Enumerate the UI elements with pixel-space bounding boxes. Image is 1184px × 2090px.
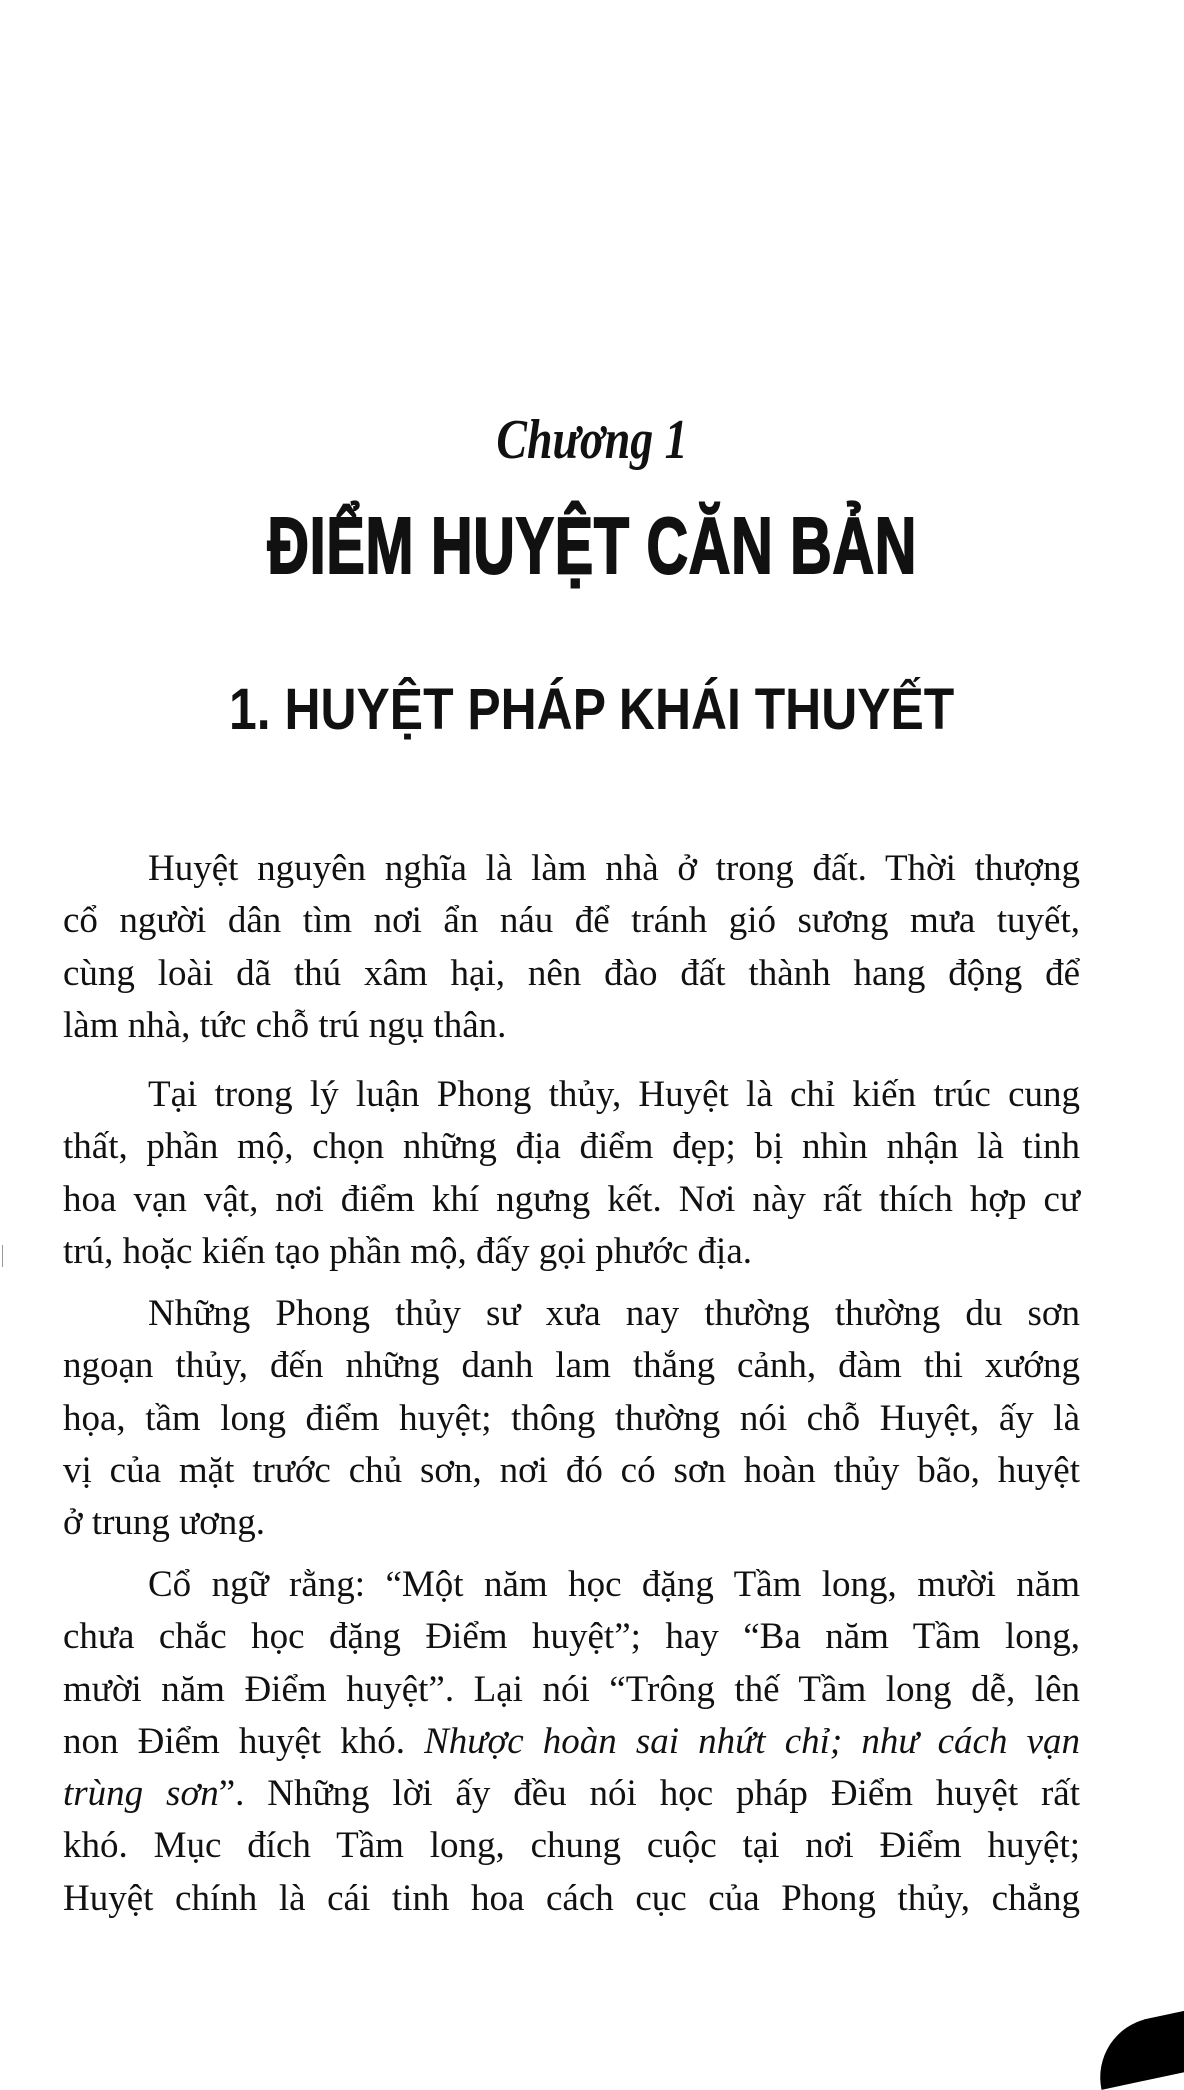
section-heading-text: 1. HUYỆT PHÁP KHÁI THUYẾT bbox=[229, 677, 955, 742]
text-line: họa, tầm long điểm huyệt; thông thường nói chỗ Huyệt, ấy là bbox=[63, 1397, 1080, 1439]
text-line: trú, hoặc kiến tạo phần mộ, đấy gọi phước địa. bbox=[63, 1230, 752, 1272]
paragraph-2 bbox=[63, 1069, 1080, 1278]
text-line: cùng loài dã thú xâm hại, nên đào đất thành hang động để bbox=[63, 952, 1080, 994]
text-line: khó. Mục đích Tầm long, chung cuộc tại nơi Điểm huyệt; bbox=[63, 1825, 1080, 1867]
page-corner-shadow bbox=[1089, 2006, 1184, 2090]
text-segment: non Điểm huyệt khó. bbox=[63, 1720, 425, 1762]
paragraph-4 bbox=[63, 1559, 1080, 1925]
paragraph-3 bbox=[63, 1288, 1080, 1549]
text-line: Huyệt chính là cái tinh hoa cách cục của Phong thủy, chẳng bbox=[63, 1877, 1080, 1919]
scan-mark bbox=[2, 1245, 11, 1267]
text-line: ở trung ương. bbox=[63, 1502, 266, 1544]
text-line-mixed bbox=[63, 1768, 1080, 1820]
text-line: Huyệt nguyên nghĩa là làm nhà ở trong đất. Thời thượng bbox=[148, 848, 1080, 889]
text-segment: ”. Những lời ấy đều nói học pháp Điểm huyệt rất bbox=[218, 1773, 1081, 1815]
text-line: cổ người dân tìm nơi ẩn náu để tránh gió sương mưa tuyết, bbox=[63, 900, 1080, 942]
section-heading bbox=[0, 676, 1184, 743]
text-line: làm nhà, tức chỗ trú ngụ thân. bbox=[63, 1004, 507, 1046]
italic-segment: trùng sơn bbox=[63, 1773, 219, 1815]
text-line: thất, phần mộ, chọn những địa điểm đẹp; bị nhìn nhận là tinh bbox=[63, 1126, 1080, 1168]
text-line: ngoạn thủy, đến những danh lam thắng cảnh, đàm thi xướng bbox=[63, 1345, 1080, 1387]
text-line-mixed bbox=[63, 1716, 1080, 1768]
italic-segment: Nhược hoàn sai nhứt chỉ; như cách vạn bbox=[424, 1720, 1080, 1762]
text-line: Tại trong lý luận Phong thủy, Huyệt là chỉ kiến trúc cung bbox=[148, 1074, 1080, 1115]
text-line: chưa chắc học đặng Điểm huyệt”; hay “Ba năm Tầm long, bbox=[63, 1616, 1080, 1658]
text-line: vị của mặt trước chủ sơn, nơi đó có sơn hoàn thủy bão, huyệt bbox=[63, 1449, 1080, 1491]
chapter-title-text: ĐIỂM HUYỆT CĂN BẢN bbox=[267, 501, 917, 590]
paragraph-1 bbox=[63, 843, 1080, 1052]
chapter-title bbox=[0, 500, 1184, 592]
text-line: hoa vạn vật, nơi điểm khí ngưng kết. Nơi này rất thích hợp cư bbox=[63, 1178, 1080, 1220]
chapter-label: Chương 1 bbox=[496, 409, 688, 471]
text-line: Những Phong thủy sư xưa nay thường thường du sơn bbox=[148, 1293, 1080, 1334]
text-line: mười năm Điểm huyệt”. Lại nói “Trông thế Tầm long dễ, lên bbox=[63, 1668, 1080, 1710]
text-line: Cổ ngữ rằng: “Một năm học đặng Tầm long, mười năm bbox=[148, 1564, 1080, 1605]
